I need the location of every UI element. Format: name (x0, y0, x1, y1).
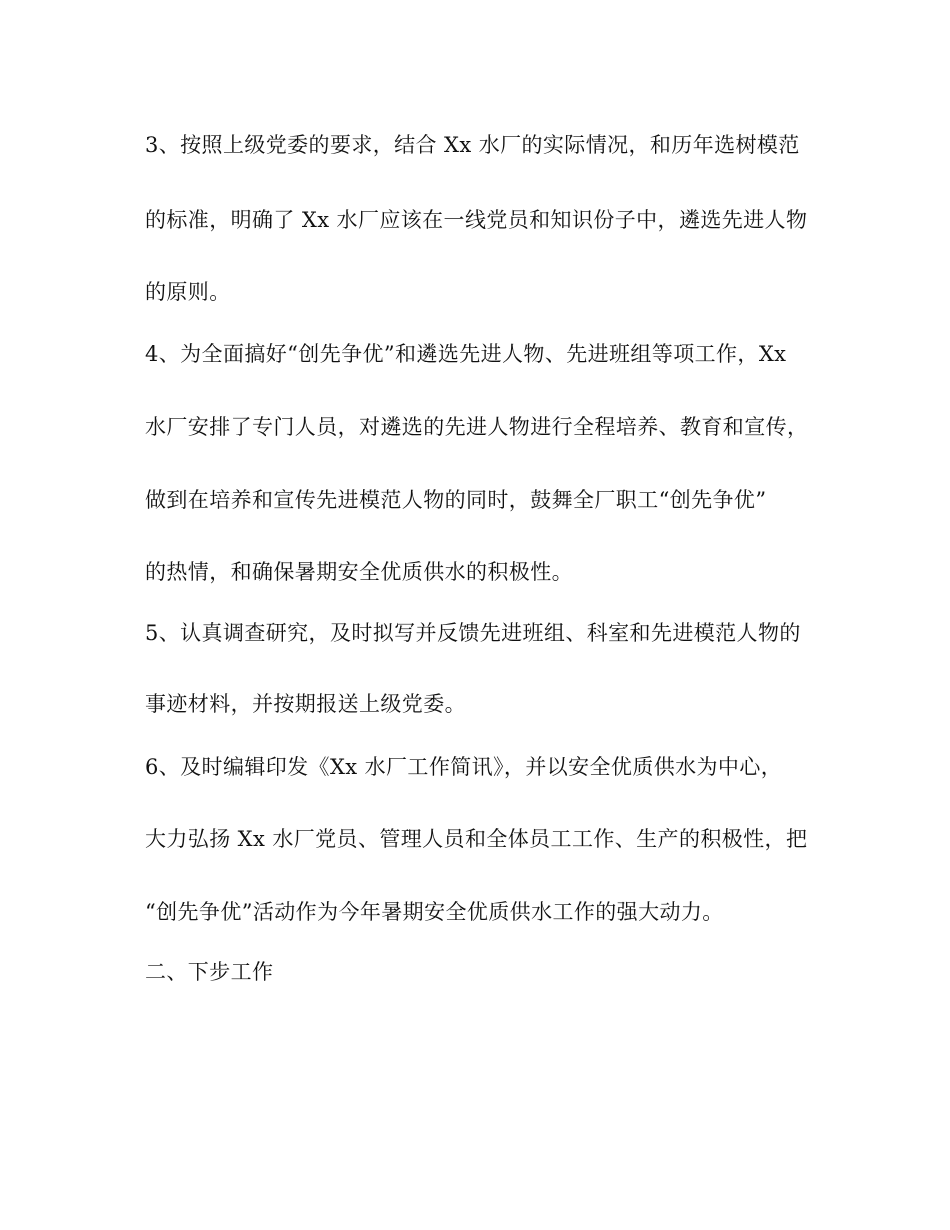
paragraph-6-line-3: “创先争优”活动作为今年暑期安全优质供水工作的强大动力。 (145, 900, 724, 924)
paragraph-6-line-2: 大力弘扬 Xx 水厂党员、管理人员和全体员工工作、生产的积极性，把 (145, 827, 808, 851)
paragraph-4-line-4: 的热情，和确保暑期安全优质供水的积极性。 (145, 560, 573, 584)
paragraph-4-line-1: 4、为全面搞好“创先争优”和遴选先进人物、先进班组等项工作，Xx (145, 342, 787, 366)
section-heading-next-steps: 二、下步工作 (145, 960, 274, 984)
paragraph-6-line-1: 6、及时编辑印发《Xx 水厂工作简讯》，并以安全优质供水为中心， (145, 755, 783, 779)
paragraph-3-line-2: 的标准，明确了 Xx 水厂应该在一线党员和知识份子中，遴选先进人物 (145, 208, 808, 232)
paragraph-4-line-2: 水厂安排了专门人员，对遴选的先进人物进行全程培养、教育和宣传， (145, 415, 809, 439)
paragraph-5-line-2: 事迹材料，并按期报送上级党委。 (145, 692, 466, 716)
paragraph-5-line-1: 5、认真调查研究，及时拟写并反馈先进班组、科室和先进模范人物的 (145, 621, 801, 645)
paragraph-3-line-1: 3、按照上级党委的要求，结合 Xx 水厂的实际情况，和历年选树模范 (145, 133, 800, 157)
paragraph-3-line-3: 的原则。 (145, 280, 231, 304)
paragraph-4-line-3: 做到在培养和宣传先进模范人物的同时，鼓舞全厂职工“创先争优” (145, 488, 767, 512)
